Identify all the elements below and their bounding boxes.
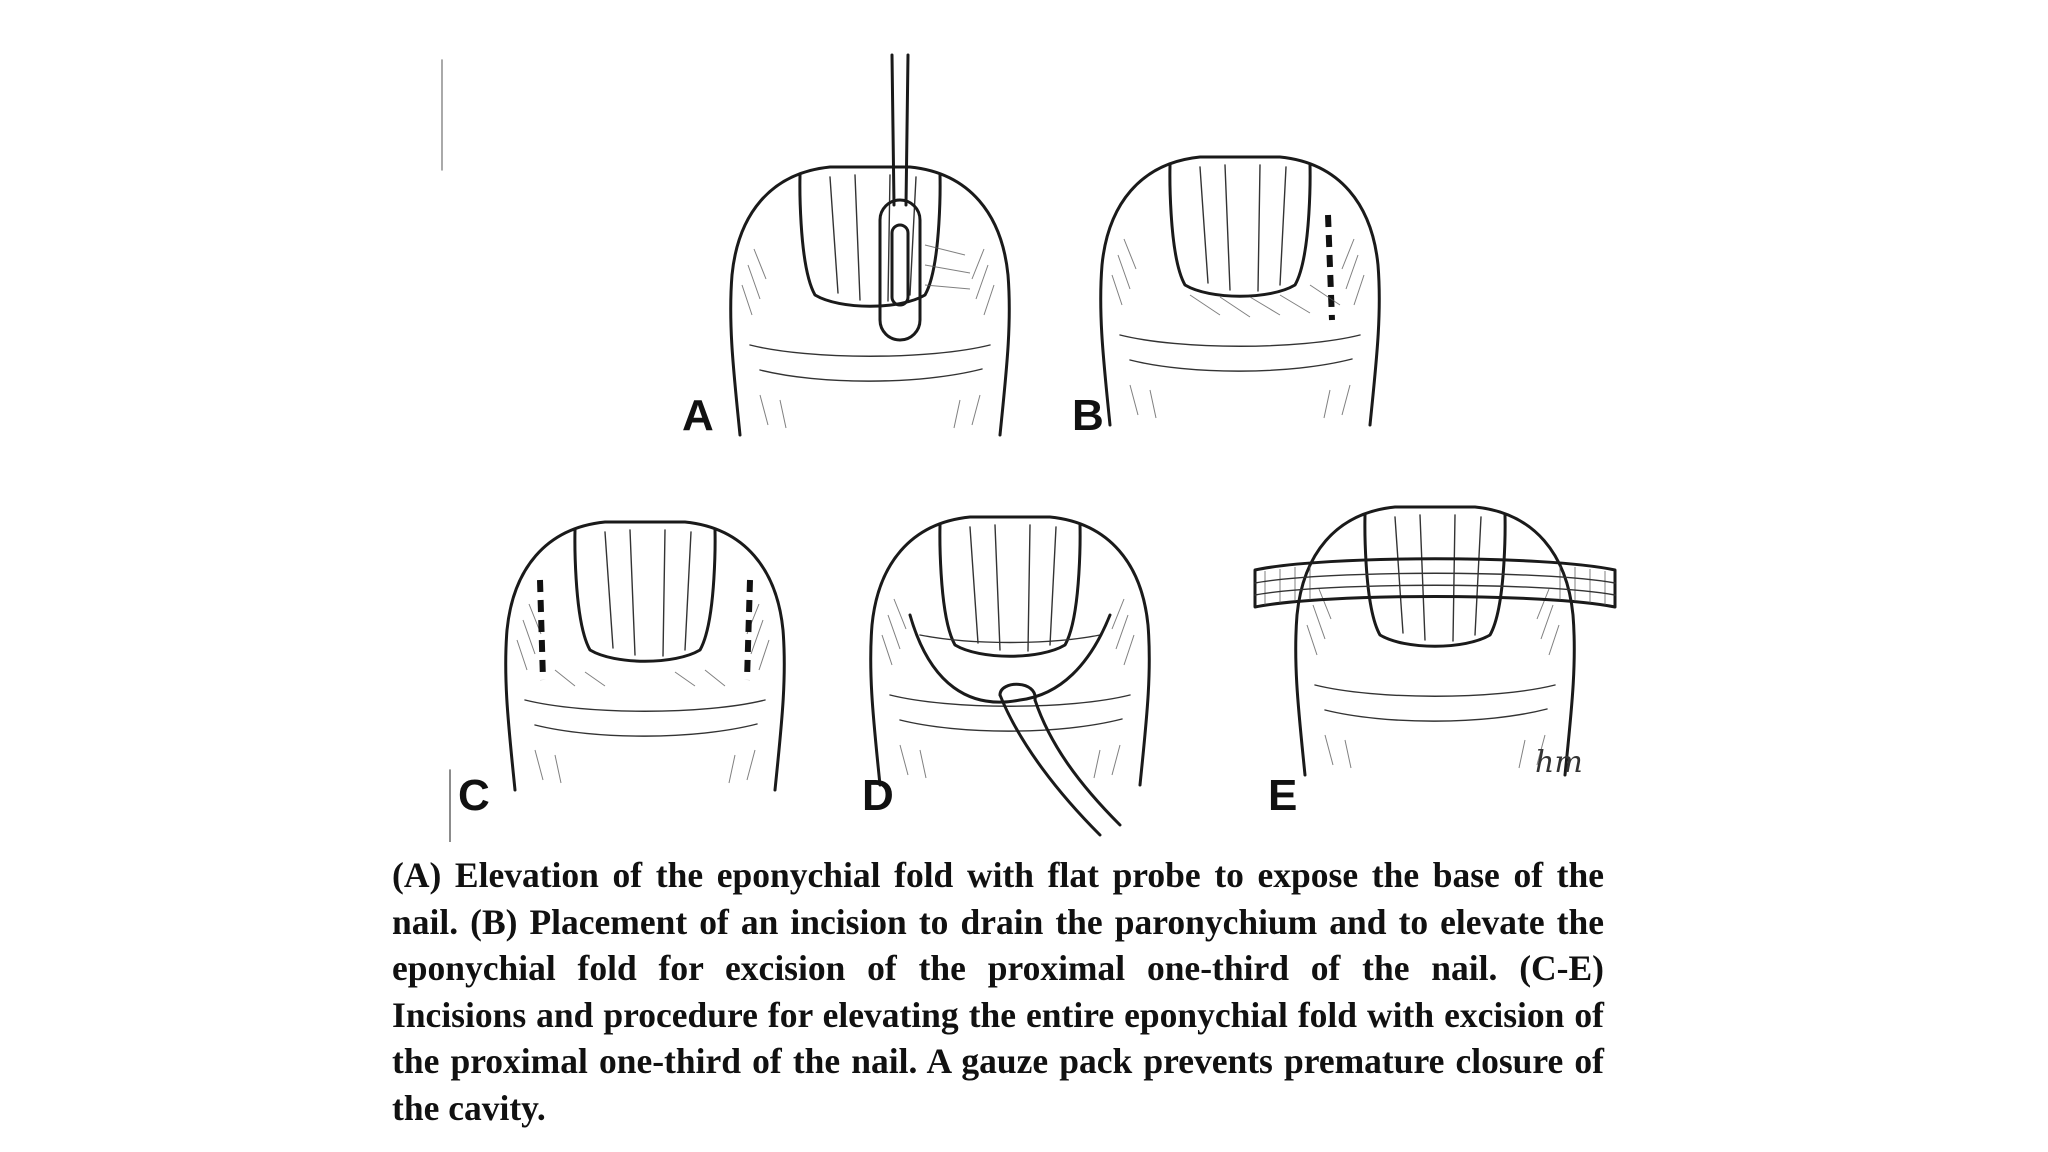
panel-c-drawing	[506, 522, 785, 790]
artist-signature: hm	[1535, 745, 1583, 780]
panel-d-label: D	[862, 771, 894, 820]
figure-caption: (A) Elevation of the eponychial fold with flat probe to expose the base of the nail. (B) Placement of an incision to drain the paronychium and to elevate the eponychial fold for excision of the proximal one-third of the nail. (C-E) Incisions and procedure for elevating the entire eponychial fold with excision of the proximal one-third of the nail. A gauze pack prevents premature closure of the cavity.	[392, 855, 1604, 1128]
panel-a-label: A	[682, 391, 714, 440]
panel-e-drawing	[1255, 507, 1615, 775]
panel-c-label: C	[458, 771, 490, 820]
nail-procedure-illustration	[420, 50, 1630, 842]
panel-a-drawing	[731, 55, 1010, 435]
panel-e-label: E	[1268, 771, 1298, 820]
panel-b-drawing	[1101, 157, 1380, 425]
panel-d-drawing	[871, 517, 1150, 835]
panel-b-label: B	[1072, 391, 1104, 440]
